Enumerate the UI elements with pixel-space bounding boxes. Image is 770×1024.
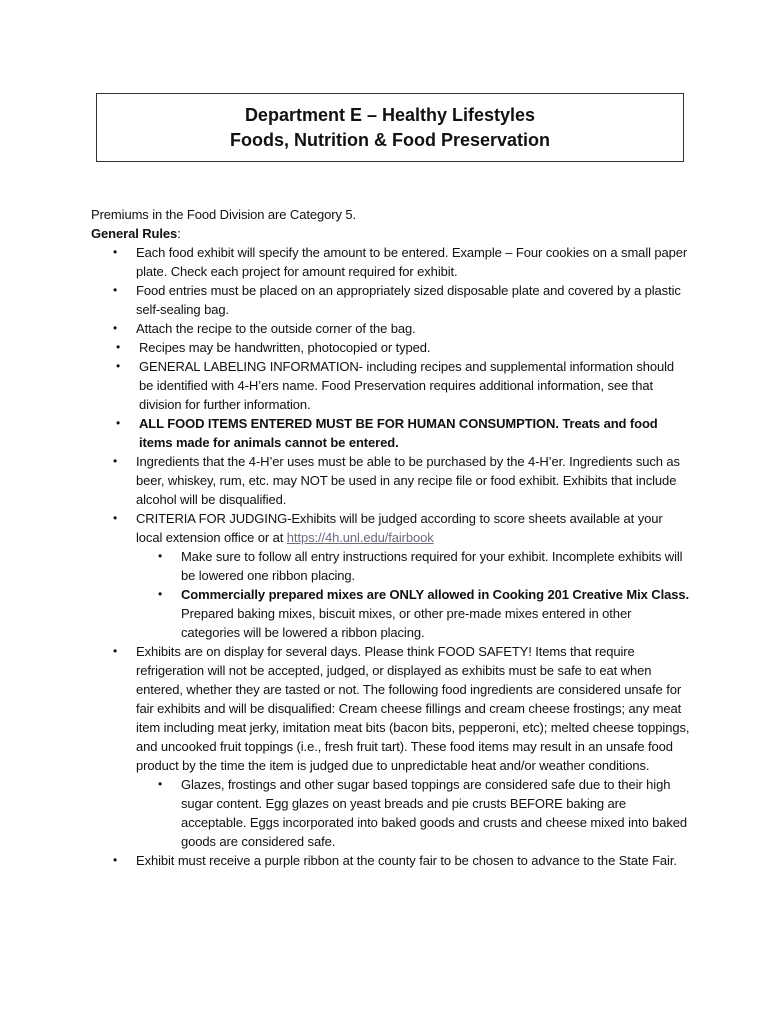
rule-text: Food entries must be placed on an appropriately sized disposable plate and covered by a plastic self-sealing bag. — [136, 283, 681, 317]
rule-text: Each food exhibit will specify the amount to be entered. Example – Four cookies on a small paper plate. Check each project for amount required for exhibit. — [136, 245, 688, 279]
bullet-icon: • — [116, 359, 121, 373]
rule-text: Ingredients that the 4-H’er uses must be able to be purchased by the 4-H’er. Ingredients such as beer, whiskey, rum, etc. may NOT be used in any recipe file or food exhibit. Exhibits that include alcohol will be disqualified. — [136, 454, 680, 507]
rule-text-bold: Commercially prepared mixes are ONLY allowed in Cooking 201 Creative Mix Class. — [181, 587, 689, 602]
bullet-icon: • — [113, 644, 118, 658]
list-item — [91, 357, 691, 414]
bullet-icon: • — [113, 283, 118, 297]
department-title: Department E – Healthy Lifestyles — [244, 105, 536, 125]
bullet-icon: • — [113, 853, 118, 867]
rule-text-bold: ALL FOOD ITEMS ENTERED MUST BE FOR HUMAN CONSUMPTION. Treats and food items made for animals cannot be entered. — [139, 416, 658, 450]
rule-text: Glazes, frostings and other sugar based toppings are considered safe due to their high sugar content. Egg glazes on yeast breads and pie crusts BEFORE baking are acceptable. Eggs incorporated into baked goods and crusts and cheese mixed into baked goods are considered safe. — [181, 777, 688, 849]
food-safety-sublist — [136, 775, 691, 851]
rule-text: Exhibit must receive a purple ribbon at the county fair to be chosen to advance to the State Fair. — [136, 853, 677, 868]
list-item — [91, 414, 691, 452]
list-item — [91, 642, 691, 851]
premiums-text: Premiums in the Food Division are Category 5. — [91, 207, 357, 222]
list-item — [91, 243, 691, 281]
rules-content — [91, 205, 691, 870]
list-item — [91, 509, 691, 642]
bullet-icon: • — [158, 549, 163, 563]
rule-text: Recipes may be handwritten, photocopied or typed. — [139, 340, 431, 355]
rule-text: Make sure to follow all entry instructions required for your exhibit. Incomplete exhibits will be lowered one ribbon placing. — [181, 549, 683, 583]
rule-text: Prepared baking mixes, biscuit mixes, or other pre-made mixes entered in other categories will be lowered a ribbon placing. — [181, 606, 632, 640]
rule-text: Attach the recipe to the outside corner of the bag. — [136, 321, 416, 336]
list-item — [91, 319, 691, 338]
list-item — [136, 547, 691, 585]
bullet-icon: • — [116, 416, 121, 430]
bullet-icon: • — [113, 511, 118, 525]
bullet-icon: • — [158, 777, 163, 791]
list-item — [91, 851, 691, 870]
bullet-icon: • — [113, 245, 118, 259]
title-box — [96, 93, 684, 162]
list-item — [91, 281, 691, 319]
list-item — [136, 775, 691, 851]
general-rules-label: General Rules — [91, 226, 178, 241]
rule-text: CRITERIA FOR JUDGING-Exhibits will be judged according to score sheets available at your local extension office or at — [136, 511, 663, 545]
bullet-icon: • — [113, 454, 118, 468]
general-rules-colon: : — [177, 226, 181, 241]
fairbook-link[interactable]: https://4h.unl.edu/fairbook — [286, 530, 434, 545]
list-item — [91, 452, 691, 509]
list-item — [136, 585, 691, 642]
general-rules-list — [91, 243, 691, 870]
bullet-icon: • — [158, 587, 163, 601]
division-title: Foods, Nutrition & Food Preservation — [229, 130, 550, 150]
rule-text: Exhibits are on display for several days. Please think FOOD SAFETY! Items that require refrigeration will not be accepted, judged, or displayed as exhibits must be safe to eat when entered, whether they are tasted or not. The following food ingredients are considered unsafe for fair exhibits and will be disqualified: Cream cheese fillings and cream cheese frostings; any meat item including meat jerky, imitation meat bits (bacon bits, pepperoni, etc); melted cheese toppings, and uncooked fruit toppings (i.e., fresh fruit tart). These food items may result in an unsafe food product by the time the item is judged due to unpredictable heat and/or weather conditions. — [136, 644, 690, 773]
bullet-icon: • — [116, 340, 121, 354]
rule-text: GENERAL LABELING INFORMATION- including recipes and supplemental information should be identified with 4-H’ers name. Food Preservation requires additional information, see that division for further information. — [139, 359, 675, 412]
bullet-icon: • — [113, 321, 118, 335]
list-item — [91, 338, 691, 357]
judging-sublist — [136, 547, 691, 642]
general-rules-heading — [91, 224, 691, 243]
